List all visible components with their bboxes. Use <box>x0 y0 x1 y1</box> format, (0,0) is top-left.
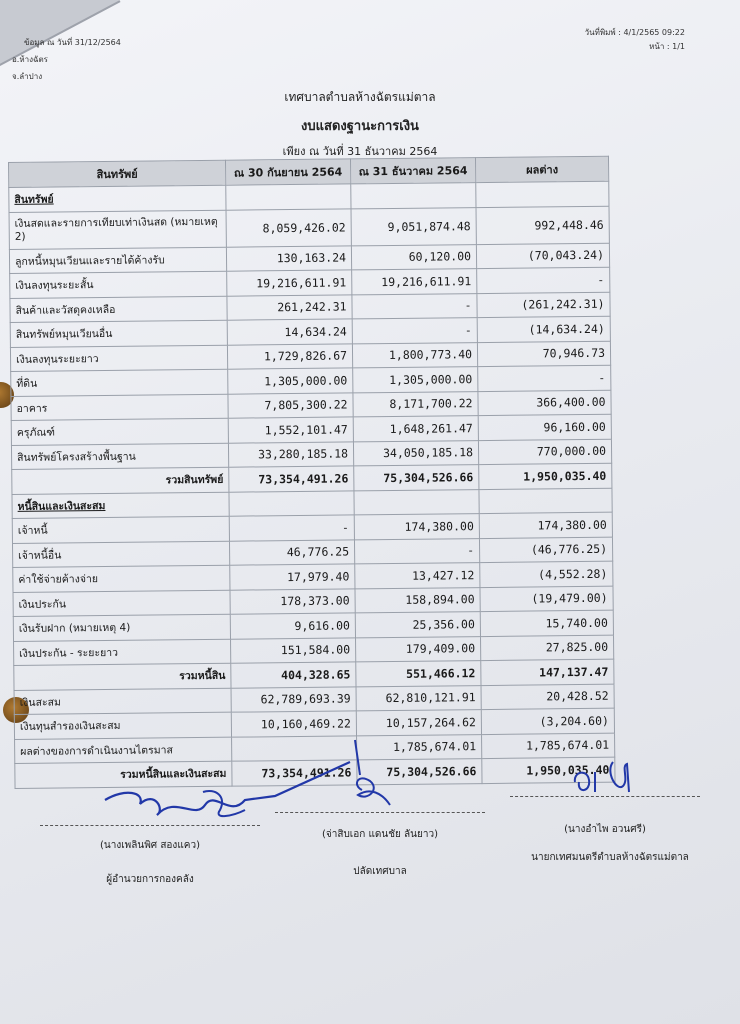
value-sep-2564: 33,280,185.18 <box>228 441 353 467</box>
value-difference: 1,950,035.40 <box>482 757 615 783</box>
value-dec-2564: 62,810,121.91 <box>356 685 481 711</box>
row-label: รวมหนี้สิน <box>14 663 231 690</box>
value-sep-2564: 8,059,426.02 <box>226 208 351 246</box>
district: อ.ห้างฉัตร <box>12 55 48 64</box>
signature-line-3 <box>510 796 700 797</box>
report-meta-right <box>565 26 685 54</box>
row-label: เงินทุนสำรองเงินสะสม <box>14 712 231 739</box>
value-sep-2564: 73,354,491.26 <box>232 760 357 786</box>
row-label: เงินรับฝาก (หมายเหตุ 4) <box>13 614 230 641</box>
row-label: เงินประกัน - ระยะยาว <box>14 639 231 666</box>
value-sep-2564: 62,789,693.39 <box>231 686 356 712</box>
value-dec-2564: 174,380.00 <box>354 514 479 540</box>
value-dec-2564: 9,051,874.48 <box>351 207 476 245</box>
value-sep-2564: 404,328.65 <box>231 662 356 688</box>
value-difference: - <box>477 267 610 293</box>
value-difference: 15,740.00 <box>480 610 613 636</box>
row-label: ที่ดิน <box>11 369 228 396</box>
value-sep-2564 <box>229 490 354 516</box>
value-difference: (70,043.24) <box>476 243 609 269</box>
row-label: เงินประกัน <box>13 590 230 617</box>
value-sep-2564: 1,729,826.67 <box>227 343 352 369</box>
row-label: เจ้าหนี้อื่น <box>12 541 229 568</box>
value-sep-2564: 1,552,101.47 <box>228 417 353 443</box>
col-header-dec-2564: ณ 31 ธันวาคม 2564 <box>350 158 475 184</box>
value-sep-2564: 130,163.24 <box>226 245 351 271</box>
signature-scribble-1 <box>95 770 355 830</box>
value-difference: (46,776.25) <box>479 537 612 563</box>
row-label: ผลต่างของการดำเนินงานไตรมาส <box>15 737 232 764</box>
report-date: เพียง ณ วันที่ 31 ธันวาคม 2564 <box>282 145 438 158</box>
title-block <box>230 88 490 160</box>
value-dec-2564: 75,304,526.66 <box>354 465 479 491</box>
value-sep-2564: 14,634.24 <box>227 319 352 345</box>
row-label: หนี้สินและเงินสะสม <box>12 492 229 519</box>
value-dec-2564: 10,157,264.62 <box>356 710 481 736</box>
value-sep-2564: 73,354,491.26 <box>229 466 354 492</box>
print-date: วันที่พิมพ์ : 4/1/2565 09:22 <box>584 28 685 37</box>
value-sep-2564: 9,616.00 <box>230 613 355 639</box>
row-label: รวมหนี้สินและเงินสะสม <box>15 761 232 788</box>
row-label: รวมสินทรัพย์ <box>12 467 229 494</box>
value-dec-2564: 8,171,700.22 <box>353 391 478 417</box>
row-label: เงินลงทุนระยะสั้น <box>10 271 227 298</box>
value-difference <box>476 181 609 207</box>
value-dec-2564: 1,648,261.47 <box>353 416 478 442</box>
value-dec-2564: 34,050,185.18 <box>353 440 478 466</box>
value-difference: (3,204.60) <box>481 708 614 734</box>
value-difference: 20,428.52 <box>481 684 614 710</box>
row-label: เงินสดและรายการเทียบเท่าเงินสด (หมายเหตุ 2) <box>9 210 226 249</box>
signer-role-2: ปลัดเทศบาล <box>353 866 407 877</box>
row-label: เงินลงทุนระยะยาว <box>10 345 227 372</box>
value-difference: 366,400.00 <box>478 390 611 416</box>
value-difference: 1,785,674.01 <box>482 733 615 759</box>
row-label: สินทรัพย์โครงสร้างพื้นฐาน <box>11 443 228 470</box>
value-difference: (261,242.31) <box>477 292 610 318</box>
table-row <box>9 206 609 249</box>
value-dec-2564: 158,894.00 <box>355 587 480 613</box>
value-dec-2564: 1,800,773.40 <box>352 342 477 368</box>
row-label: อาคาร <box>11 394 228 421</box>
value-sep-2564 <box>232 735 357 761</box>
col-header-sep-2564: ณ 30 กันยายน 2564 <box>225 159 350 185</box>
value-dec-2564 <box>354 489 479 515</box>
col-header-difference: ผลต่าง <box>475 156 608 182</box>
value-difference: 96,160.00 <box>478 414 611 440</box>
signer-name-1: (นางเพลินพิศ สองแคว) <box>100 840 200 851</box>
value-difference: 770,000.00 <box>478 439 611 465</box>
row-label: ครุภัณฑ์ <box>11 418 228 445</box>
row-label: ค่าใช้จ่ายค้างจ่าย <box>13 565 230 592</box>
value-dec-2564: - <box>352 318 477 344</box>
value-sep-2564: - <box>229 515 354 541</box>
signer-role-1: ผู้อำนวยการกองคลัง <box>106 874 194 885</box>
signer-name-3: (นางอำไพ อวนศรี) <box>564 824 646 835</box>
value-sep-2564: 151,584.00 <box>231 637 356 663</box>
page-number: หน้า : 1/1 <box>649 42 685 51</box>
value-difference: 70,946.73 <box>477 341 610 367</box>
value-sep-2564: 10,160,469.22 <box>231 711 356 737</box>
signer-name-2: (จ่าสิบเอก แดนชัย ลันยาว) <box>321 829 439 840</box>
financial-position-table <box>8 156 616 789</box>
signature-line-1 <box>40 825 260 826</box>
value-dec-2564 <box>351 183 476 209</box>
row-label: สินทรัพย์ <box>9 185 226 212</box>
signature-line-2 <box>275 812 485 813</box>
value-dec-2564: 1,785,674.01 <box>357 734 482 760</box>
table-body <box>9 181 615 788</box>
signature-scribble-2 <box>340 735 400 815</box>
value-dec-2564: - <box>352 293 477 319</box>
value-sep-2564: 46,776.25 <box>229 539 354 565</box>
value-sep-2564: 178,373.00 <box>230 588 355 614</box>
value-dec-2564: 551,466.12 <box>356 661 481 687</box>
value-difference: 174,380.00 <box>479 512 612 538</box>
value-sep-2564: 261,242.31 <box>227 294 352 320</box>
value-sep-2564: 19,216,611.91 <box>227 270 352 296</box>
value-difference: - <box>478 365 611 391</box>
value-difference: (4,552.28) <box>480 561 613 587</box>
value-difference: 147,137.47 <box>481 659 614 685</box>
value-difference <box>479 488 612 514</box>
value-sep-2564: 17,979.40 <box>230 564 355 590</box>
row-label: เงินสะสม <box>14 688 231 715</box>
value-difference: 1,950,035.40 <box>479 463 612 489</box>
row-label: สินทรัพย์หมุนเวียนอื่น <box>10 320 227 347</box>
signature-scribble-3 <box>565 752 645 802</box>
signer-role-3: นายกเทศมนตรีตำบลห้างฉัตรแม่ตาล <box>531 852 689 863</box>
value-dec-2564: 60,120.00 <box>351 244 476 270</box>
value-difference: 27,825.00 <box>480 635 613 661</box>
value-dec-2564: 1,305,000.00 <box>353 367 478 393</box>
value-difference: (14,634.24) <box>477 316 610 342</box>
province: จ.ลำปาง <box>12 72 43 81</box>
value-sep-2564: 1,305,000.00 <box>228 368 353 394</box>
report-meta-left <box>12 34 121 85</box>
organization-name: เทศบาลตำบลห้างฉัตรแม่ตาล <box>284 90 436 104</box>
row-label: ลูกหนี้หมุนเวียนและรายได้ค้างรับ <box>9 247 226 274</box>
data-date: ข้อมูล ณ วันที่ 31/12/2564 <box>24 38 121 47</box>
report-title: งบแสดงฐานะการเงิน <box>301 119 419 134</box>
value-sep-2564 <box>226 184 351 210</box>
col-header-asset: สินทรัพย์ <box>9 160 226 187</box>
value-dec-2564: 13,427.12 <box>355 563 480 589</box>
value-dec-2564: - <box>354 538 479 564</box>
value-difference: 992,448.46 <box>476 206 609 244</box>
value-sep-2564: 7,805,300.22 <box>228 392 353 418</box>
value-dec-2564: 75,304,526.66 <box>357 759 482 785</box>
row-label: สินค้าและวัสดุคงเหลือ <box>10 296 227 323</box>
row-label: เจ้าหนี้ <box>12 516 229 543</box>
value-dec-2564: 19,216,611.91 <box>352 269 477 295</box>
value-difference: (19,479.00) <box>480 586 613 612</box>
value-dec-2564: 25,356.00 <box>355 612 480 638</box>
value-dec-2564: 179,409.00 <box>355 636 480 662</box>
